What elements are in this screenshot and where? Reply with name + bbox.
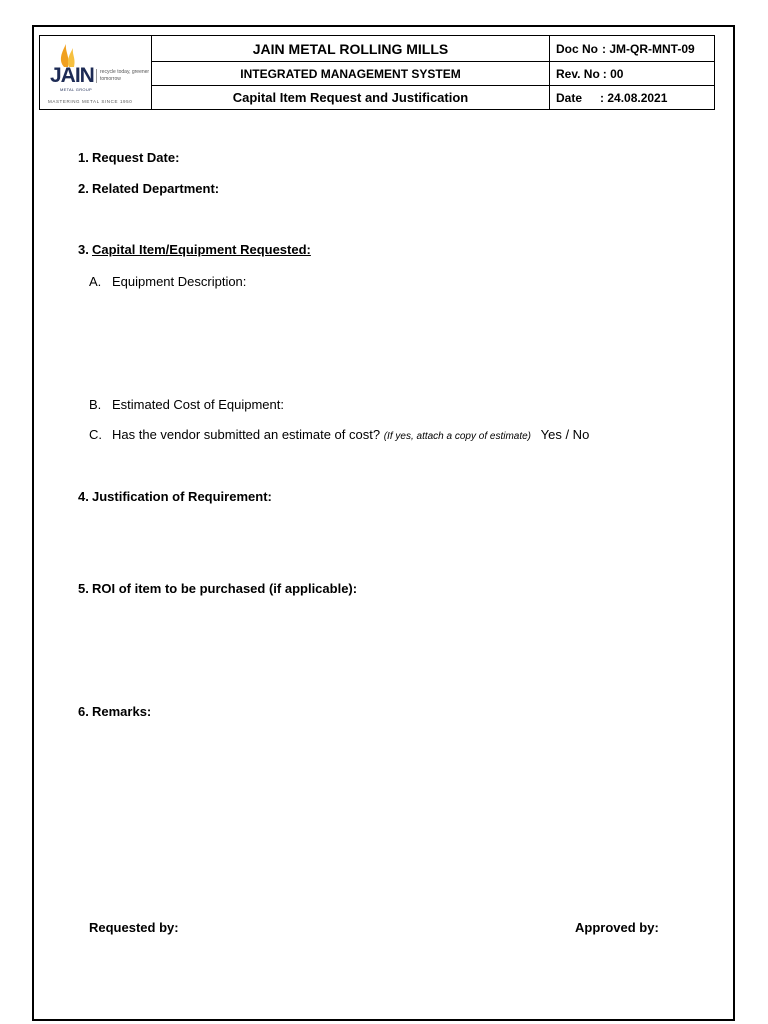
item-number: 3.	[78, 242, 89, 257]
item-label: Request Date:	[92, 150, 180, 165]
header-title-column	[152, 36, 550, 109]
doc-no-label: Doc No	[556, 41, 598, 56]
rev-no-row	[550, 62, 714, 86]
logo-tagline: recycle today, greener tomorrow	[96, 69, 150, 83]
item-justification	[78, 489, 272, 504]
date-label: Date	[556, 90, 583, 105]
logo-footer: MASTERING METAL SINCE 1950	[48, 99, 133, 104]
item-remarks	[78, 704, 151, 719]
item-label: Remarks:	[92, 704, 152, 719]
company-logo	[48, 42, 148, 106]
subitem-estimated-cost	[89, 397, 284, 412]
item-number: 4.	[78, 489, 89, 504]
item-roi	[78, 581, 357, 596]
header-meta-column	[550, 36, 714, 109]
item-number: 2.	[78, 181, 89, 196]
subitem-letter: B.	[89, 397, 102, 412]
subitem-text: Equipment Description:	[112, 274, 247, 289]
item-request-date	[78, 150, 179, 165]
item-related-department	[78, 181, 219, 196]
logo-group-text: METAL GROUP	[60, 87, 92, 92]
page-border	[32, 25, 735, 1021]
subitem-equipment-description	[89, 274, 246, 289]
subitem-text: Has the vendor submitted an estimate of cost?	[112, 427, 381, 442]
item-label: Justification of Requirement:	[92, 489, 272, 504]
item-label: Related Department:	[92, 181, 220, 196]
item-label: ROI of item to be purchased (if applicable):	[92, 581, 358, 596]
date-value: : 24.08.2021	[600, 90, 668, 105]
approved-by-label: Approved by:	[575, 920, 659, 935]
company-name: JAIN METAL ROLLING MILLS	[252, 40, 449, 57]
item-label: Capital Item/Equipment Requested:	[92, 242, 311, 257]
date-row	[550, 86, 714, 109]
form-title: Capital Item Request and Justification	[232, 90, 469, 105]
item-capital-item	[78, 242, 311, 257]
subitem-vendor-estimate	[89, 427, 589, 442]
document-header-table	[39, 35, 715, 110]
rev-no-value: : 00	[602, 66, 624, 81]
yes-no-options: Yes / No	[540, 427, 590, 442]
subitem-note: (If yes, attach a copy of estimate)	[383, 431, 532, 442]
requested-by-label: Requested by:	[89, 920, 179, 935]
item-number: 1.	[78, 150, 89, 165]
subitem-letter: C.	[89, 427, 102, 442]
logo-wordmark: JAIN	[50, 64, 94, 87]
subitem-letter: A.	[89, 274, 102, 289]
doc-no-row	[550, 36, 714, 62]
item-number: 5.	[78, 581, 89, 596]
subitem-text: Estimated Cost of Equipment:	[112, 397, 284, 412]
logo-cell	[40, 36, 152, 109]
doc-no-value: : JM-QR-MNT-09	[602, 41, 695, 56]
rev-no-label: Rev. No	[556, 66, 600, 81]
system-name: INTEGRATED MANAGEMENT SYSTEM	[240, 66, 461, 81]
item-number: 6.	[78, 704, 89, 719]
